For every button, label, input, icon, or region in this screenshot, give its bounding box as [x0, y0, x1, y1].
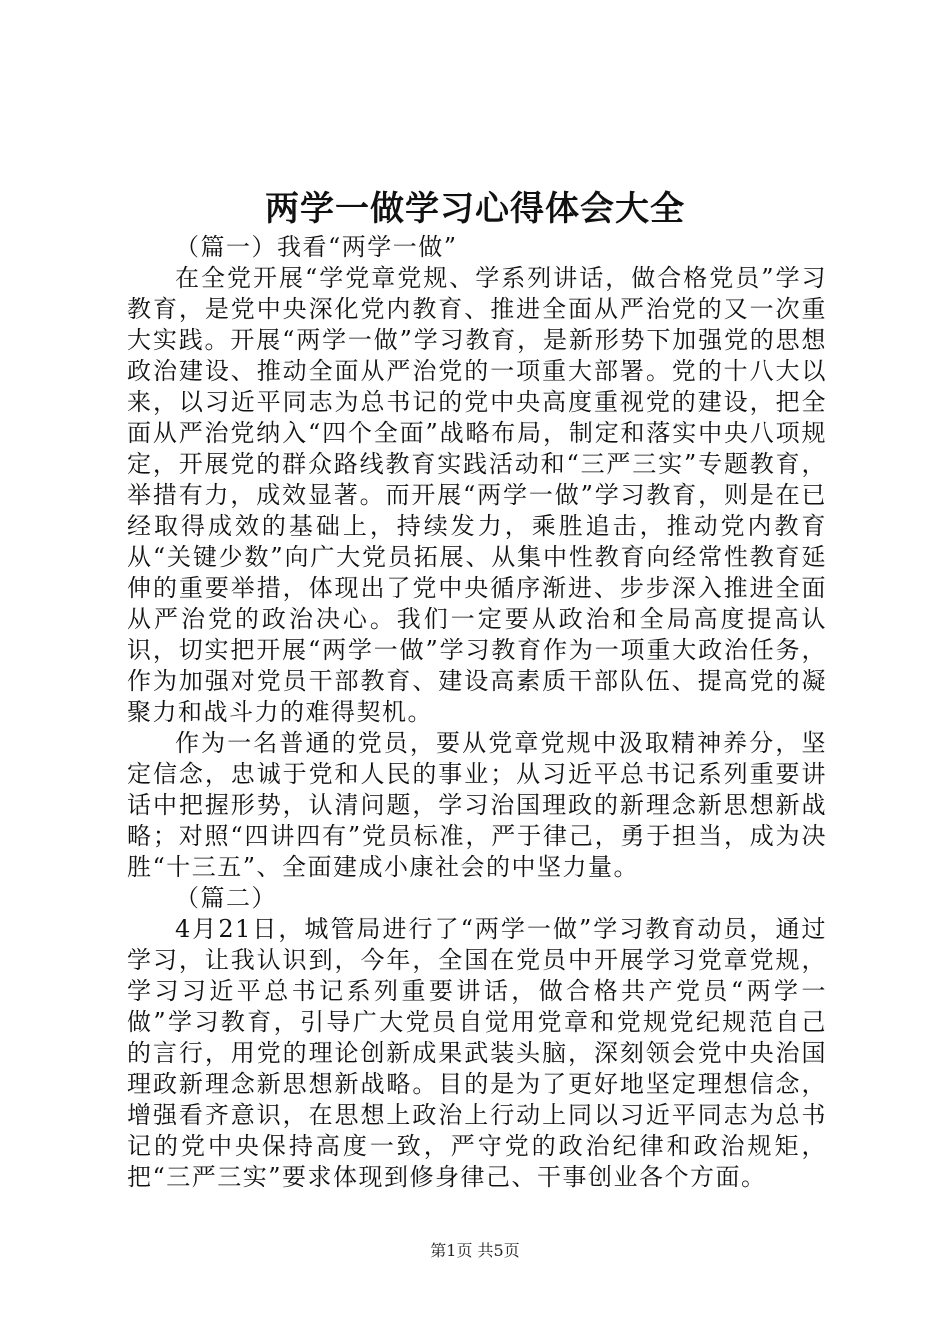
- paragraph-2: 作为一名普通的党员，要从党章党规中汲取精神养分，坚定信念，忠诚于党和人民的事业；从习近平总书记系列重要讲话中把握形势，认清问题，学习治国理政的新理念新思想新战略；对照“四讲四有”党员标准，严于律己，勇于担当，成为决胜“十三五”、全面建成小康社会的中坚力量。: [127, 729, 827, 881]
- section-heading-2: （篇二）: [175, 884, 277, 912]
- page-footer: 第1页 共5页: [430, 1241, 520, 1260]
- document-body: [127, 232, 827, 1193]
- paragraph-3: 4月21日，城管局进行了“两学一做”学习教育动员，通过学习，让我认识到，今年，全国在党员中开展学习党章党规，学习习近平总书记系列重要讲话，做合格共产党员“两学一做”学习教育，引导广大党员自觉用党章和党规党纪规范自己的言行，用党的理论创新成果武装头脑，深刻领会党中央治国理政新理念新思想新战略。目的是为了更好地坚定理想信念，增强看齐意识，在思想上政治上行动上同以习近平同志为总书记的党中央保持高度一致，严守党的政治纪律和政治规矩，把“三严三实”要求体现到修身律己、干事创业各个方面。: [127, 915, 827, 1191]
- paragraph-1: 在全党开展“学党章党规、学系列讲话，做合格党员”学习教育，是党中央深化党内教育、推进全面从严治党的又一次重大实践。开展“两学一做”学习教育，是新形势下加强党的思想政治建设、推动全面从严治党的一项重大部署。党的十八大以来，以习近平同志为总书记的党中央高度重视党的建设，把全面从严治党纳入“四个全面”战略布局，制定和落实中央八项规定，开展党的群众路线教育实践活动和“三严三实”专题教育，举措有力，成效显著。而开展“两学一做”学习教育，则是在已经取得成效的基础上，持续发力，乘胜追击，推动党内教育从“关键少数”向广大党员拓展、从集中性教育向经常性教育延伸的重要举措，体现出了党中央循序渐进、步步深入推进全面从严治党的政治决心。我们一定要从政治和全局高度提高认识，切实把开展“两学一做”学习教育作为一项重大政治任务，作为加强对党员干部教育、建设高素质干部队伍、提高党的凝聚力和战斗力的难得契机。: [127, 264, 827, 726]
- document-title: 两学一做学习心得体会大全: [265, 189, 685, 229]
- section-heading-1: （篇一）我看“两学一做”: [175, 233, 458, 261]
